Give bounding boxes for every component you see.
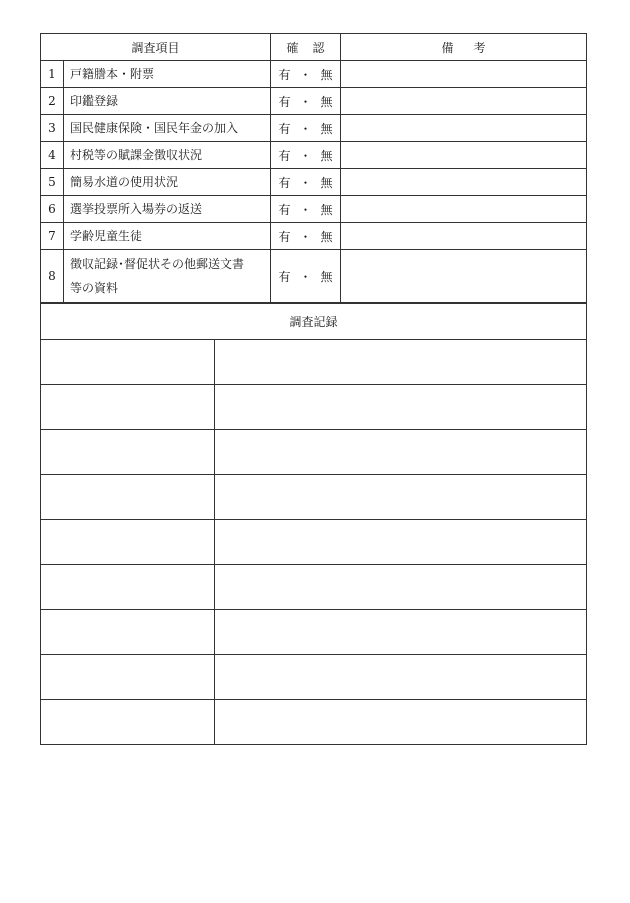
record-date-cell[interactable] bbox=[41, 430, 215, 475]
remarks-cell[interactable] bbox=[341, 223, 587, 250]
row-number: 6 bbox=[41, 196, 64, 223]
check-cell[interactable] bbox=[271, 169, 341, 196]
table-row bbox=[41, 88, 587, 115]
dot: ・ bbox=[299, 202, 312, 217]
table-row bbox=[41, 169, 587, 196]
row-number: 2 bbox=[41, 88, 64, 115]
record-date-cell[interactable] bbox=[41, 565, 215, 610]
record-row bbox=[41, 430, 587, 475]
yes-option[interactable]: 有 bbox=[278, 229, 291, 244]
remarks-cell[interactable] bbox=[341, 196, 587, 223]
row-label: 簡易水道の使用状況 bbox=[64, 169, 271, 196]
dot: ・ bbox=[299, 148, 312, 163]
record-date-cell[interactable] bbox=[41, 340, 215, 385]
record-row bbox=[41, 475, 587, 520]
record-row bbox=[41, 655, 587, 700]
record-content-cell[interactable] bbox=[215, 430, 587, 475]
remarks-cell[interactable] bbox=[341, 250, 587, 303]
table-header-row bbox=[41, 34, 587, 61]
header-item: 調査項目 bbox=[41, 34, 271, 61]
yes-option[interactable]: 有 bbox=[278, 67, 291, 82]
no-option[interactable]: 無 bbox=[320, 67, 333, 82]
header-confirm: 確認 bbox=[271, 34, 341, 61]
dot: ・ bbox=[299, 94, 312, 109]
record-date-cell[interactable] bbox=[41, 385, 215, 430]
no-option[interactable]: 無 bbox=[320, 94, 333, 109]
yes-option[interactable]: 有 bbox=[278, 175, 291, 190]
no-option[interactable]: 無 bbox=[320, 121, 333, 136]
record-content-cell[interactable] bbox=[215, 655, 587, 700]
row-label bbox=[64, 250, 271, 303]
record-date-cell[interactable] bbox=[41, 520, 215, 565]
row-number: 4 bbox=[41, 142, 64, 169]
record-content-cell[interactable] bbox=[215, 520, 587, 565]
no-option[interactable]: 無 bbox=[320, 202, 333, 217]
remarks-cell[interactable] bbox=[341, 88, 587, 115]
survey-items-table bbox=[40, 33, 587, 303]
record-date-cell[interactable] bbox=[41, 655, 215, 700]
dot: ・ bbox=[299, 269, 312, 284]
row-label: 戸籍謄本・附票 bbox=[64, 61, 271, 88]
record-row bbox=[41, 700, 587, 745]
table-row bbox=[41, 142, 587, 169]
record-content-cell[interactable] bbox=[215, 475, 587, 520]
row-number: 3 bbox=[41, 115, 64, 142]
table-row bbox=[41, 250, 587, 303]
record-date-cell[interactable] bbox=[41, 475, 215, 520]
no-option[interactable]: 無 bbox=[320, 269, 333, 284]
record-content-cell[interactable] bbox=[215, 565, 587, 610]
record-content-cell[interactable] bbox=[215, 385, 587, 430]
record-content-cell[interactable] bbox=[215, 700, 587, 745]
records-title: 調査記録 bbox=[41, 304, 587, 340]
check-cell[interactable] bbox=[271, 61, 341, 88]
row-number: 5 bbox=[41, 169, 64, 196]
row-label: 印鑑登録 bbox=[64, 88, 271, 115]
record-date-cell[interactable] bbox=[41, 700, 215, 745]
row-label: 村税等の賦課金徴収状況 bbox=[64, 142, 271, 169]
row-label-line2: 等の資料 bbox=[70, 281, 119, 295]
dot: ・ bbox=[299, 229, 312, 244]
yes-option[interactable]: 有 bbox=[278, 148, 291, 163]
dot: ・ bbox=[299, 121, 312, 136]
row-label: 国民健康保険・国民年金の加入 bbox=[64, 115, 271, 142]
record-row bbox=[41, 340, 587, 385]
row-number: 8 bbox=[41, 250, 64, 303]
no-option[interactable]: 無 bbox=[320, 148, 333, 163]
row-label: 選挙投票所入場券の返送 bbox=[64, 196, 271, 223]
check-cell[interactable] bbox=[271, 142, 341, 169]
record-content-cell[interactable] bbox=[215, 610, 587, 655]
remarks-cell[interactable] bbox=[341, 115, 587, 142]
row-number: 1 bbox=[41, 61, 64, 88]
record-content-cell[interactable] bbox=[215, 340, 587, 385]
record-row bbox=[41, 610, 587, 655]
row-label-line1: 徴収記録･督促状その他郵送文書 bbox=[70, 257, 245, 271]
table-row bbox=[41, 61, 587, 88]
record-date-cell[interactable] bbox=[41, 610, 215, 655]
remarks-cell[interactable] bbox=[341, 169, 587, 196]
no-option[interactable]: 無 bbox=[320, 229, 333, 244]
yes-option[interactable]: 有 bbox=[278, 202, 291, 217]
table-row bbox=[41, 223, 587, 250]
check-cell[interactable] bbox=[271, 250, 341, 303]
record-row bbox=[41, 520, 587, 565]
record-row bbox=[41, 385, 587, 430]
header-remarks: 備考 bbox=[341, 34, 587, 61]
yes-option[interactable]: 有 bbox=[278, 121, 291, 136]
remarks-cell[interactable] bbox=[341, 142, 587, 169]
dot: ・ bbox=[299, 175, 312, 190]
remarks-cell[interactable] bbox=[341, 61, 587, 88]
check-cell[interactable] bbox=[271, 88, 341, 115]
check-cell[interactable] bbox=[271, 115, 341, 142]
table-row bbox=[41, 115, 587, 142]
survey-records-table bbox=[40, 303, 587, 745]
yes-option[interactable]: 有 bbox=[278, 94, 291, 109]
check-cell[interactable] bbox=[271, 223, 341, 250]
record-row bbox=[41, 565, 587, 610]
table-row bbox=[41, 196, 587, 223]
check-cell[interactable] bbox=[271, 196, 341, 223]
yes-option[interactable]: 有 bbox=[278, 269, 291, 284]
row-number: 7 bbox=[41, 223, 64, 250]
no-option[interactable]: 無 bbox=[320, 175, 333, 190]
row-label: 学齢児童生徒 bbox=[64, 223, 271, 250]
dot: ・ bbox=[299, 67, 312, 82]
